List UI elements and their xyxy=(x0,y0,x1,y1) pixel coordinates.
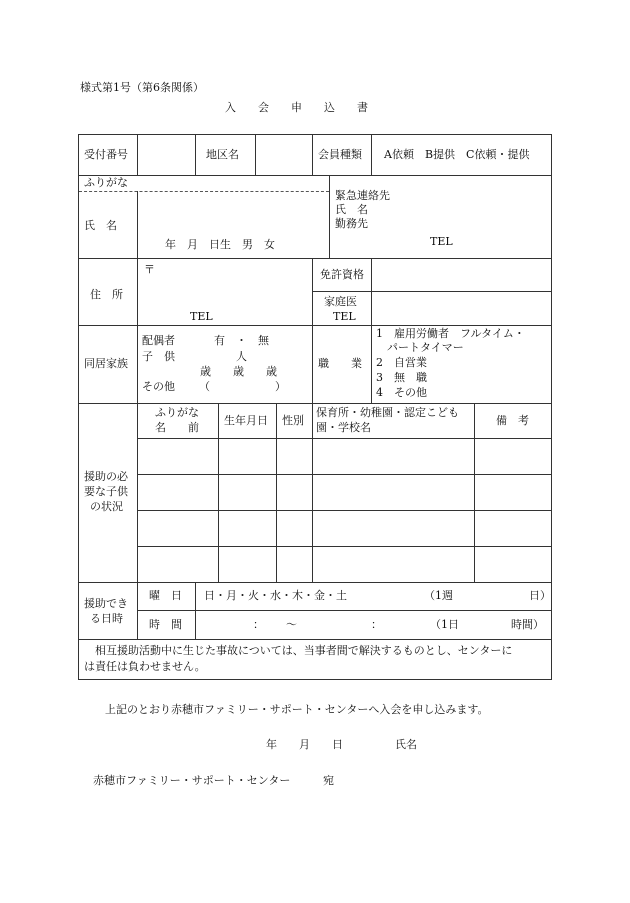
per-week-unit: 日） xyxy=(529,589,551,602)
time-tilde: 〜 xyxy=(286,618,297,631)
form-number: 様式第1号（第6条関係） xyxy=(80,81,204,94)
per-day-unit: 時間） xyxy=(511,618,544,631)
weekday-options: 日・月・火・水・木・金・土 xyxy=(204,589,347,602)
per-week: （1週 xyxy=(424,589,453,602)
addressee: 赤穂市ファミリー・サポート・センター xyxy=(93,774,291,787)
col-furigana: ふりがな xyxy=(155,406,199,419)
children-section-label-3: の状況 xyxy=(90,500,123,513)
per-day: （1日 xyxy=(430,618,459,631)
birth-sex-field: 年 月 日生 男 女 xyxy=(165,238,275,251)
license-label: 免許資格 xyxy=(320,268,364,281)
children-section-label-1: 援助の必 xyxy=(84,470,128,483)
col-name: 名 前 xyxy=(155,421,199,434)
occupation-option-1b: パートタイマー xyxy=(387,341,464,354)
time-colon-end: ： xyxy=(371,618,382,631)
emergency-name-label: 氏 名 xyxy=(335,203,368,216)
date-field: 年 月 日 xyxy=(266,738,343,751)
signature-name-label: 氏名 xyxy=(395,738,417,751)
children-section-label-2: 要な子供 xyxy=(84,485,128,498)
name-label: 氏 名 xyxy=(84,219,117,232)
spouse-label: 配偶者 xyxy=(142,334,175,347)
col-birthdate: 生年月日 xyxy=(224,414,268,427)
occupation-option-4: 4 その他 xyxy=(376,386,427,399)
address-label: 住 所 xyxy=(90,288,123,301)
other-open: （ xyxy=(199,380,210,393)
emergency-tel-label: TEL xyxy=(430,235,453,248)
family-label: 同居家族 xyxy=(84,357,128,370)
addressee-suffix: 宛 xyxy=(323,774,334,787)
children-label: 子 供 xyxy=(142,350,175,363)
occupation-option-1: 1 雇用労働者 フルタイム・ xyxy=(376,327,525,340)
time-label: 時 間 xyxy=(149,618,182,631)
page-title: 入 会 申 込 書 xyxy=(225,101,368,114)
doctor-tel-label: TEL xyxy=(333,310,356,323)
occupation-label: 職 業 xyxy=(318,357,362,370)
weekday-label: 曜 日 xyxy=(149,589,182,602)
receipt-number-label: 受付番号 xyxy=(84,148,128,161)
address-tel-label: TEL xyxy=(190,310,213,323)
schedule-label-1: 援助でき xyxy=(84,597,128,610)
children-count-unit: 人 xyxy=(236,350,247,363)
postal-mark: 〒 xyxy=(144,263,155,276)
member-type-options: A依頼 B提供 C依頼・提供 xyxy=(384,148,530,161)
other-close: ） xyxy=(275,380,286,393)
spouse-options: 有 ・ 無 xyxy=(214,334,269,347)
application-statement: 上記のとおり赤穂市ファミリー・サポート・センターへ入会を申し込みます。 xyxy=(105,703,489,716)
emergency-work-label: 勤務先 xyxy=(335,217,368,230)
col-school-1: 保育所・幼稚園・認定こども xyxy=(316,406,459,419)
other-family-label: その他 xyxy=(142,380,175,393)
occupation-option-2: 2 自営業 xyxy=(376,356,427,369)
children-ages: 歳 歳 歳 xyxy=(200,365,277,378)
emergency-contact-title: 緊急連絡先 xyxy=(335,189,390,202)
family-doctor-label: 家庭医 xyxy=(324,295,357,308)
notice-line-1: 相互援助活動中に生じた事故については、当事者間で解決するものとし、センターに xyxy=(95,644,513,657)
furigana-label: ふりがな xyxy=(84,176,128,189)
schedule-label-2: る日時 xyxy=(90,612,123,625)
member-type-label: 会員種類 xyxy=(318,148,362,161)
col-notes: 備 考 xyxy=(496,414,529,427)
notice-line-2: は責任は負わせません。 xyxy=(84,660,206,673)
occupation-option-3: 3 無 職 xyxy=(376,371,427,384)
time-colon-start: ： xyxy=(253,618,264,631)
col-school-2: 園・学校名 xyxy=(316,421,371,434)
col-sex: 性別 xyxy=(282,414,304,427)
district-label: 地区名 xyxy=(206,148,239,161)
